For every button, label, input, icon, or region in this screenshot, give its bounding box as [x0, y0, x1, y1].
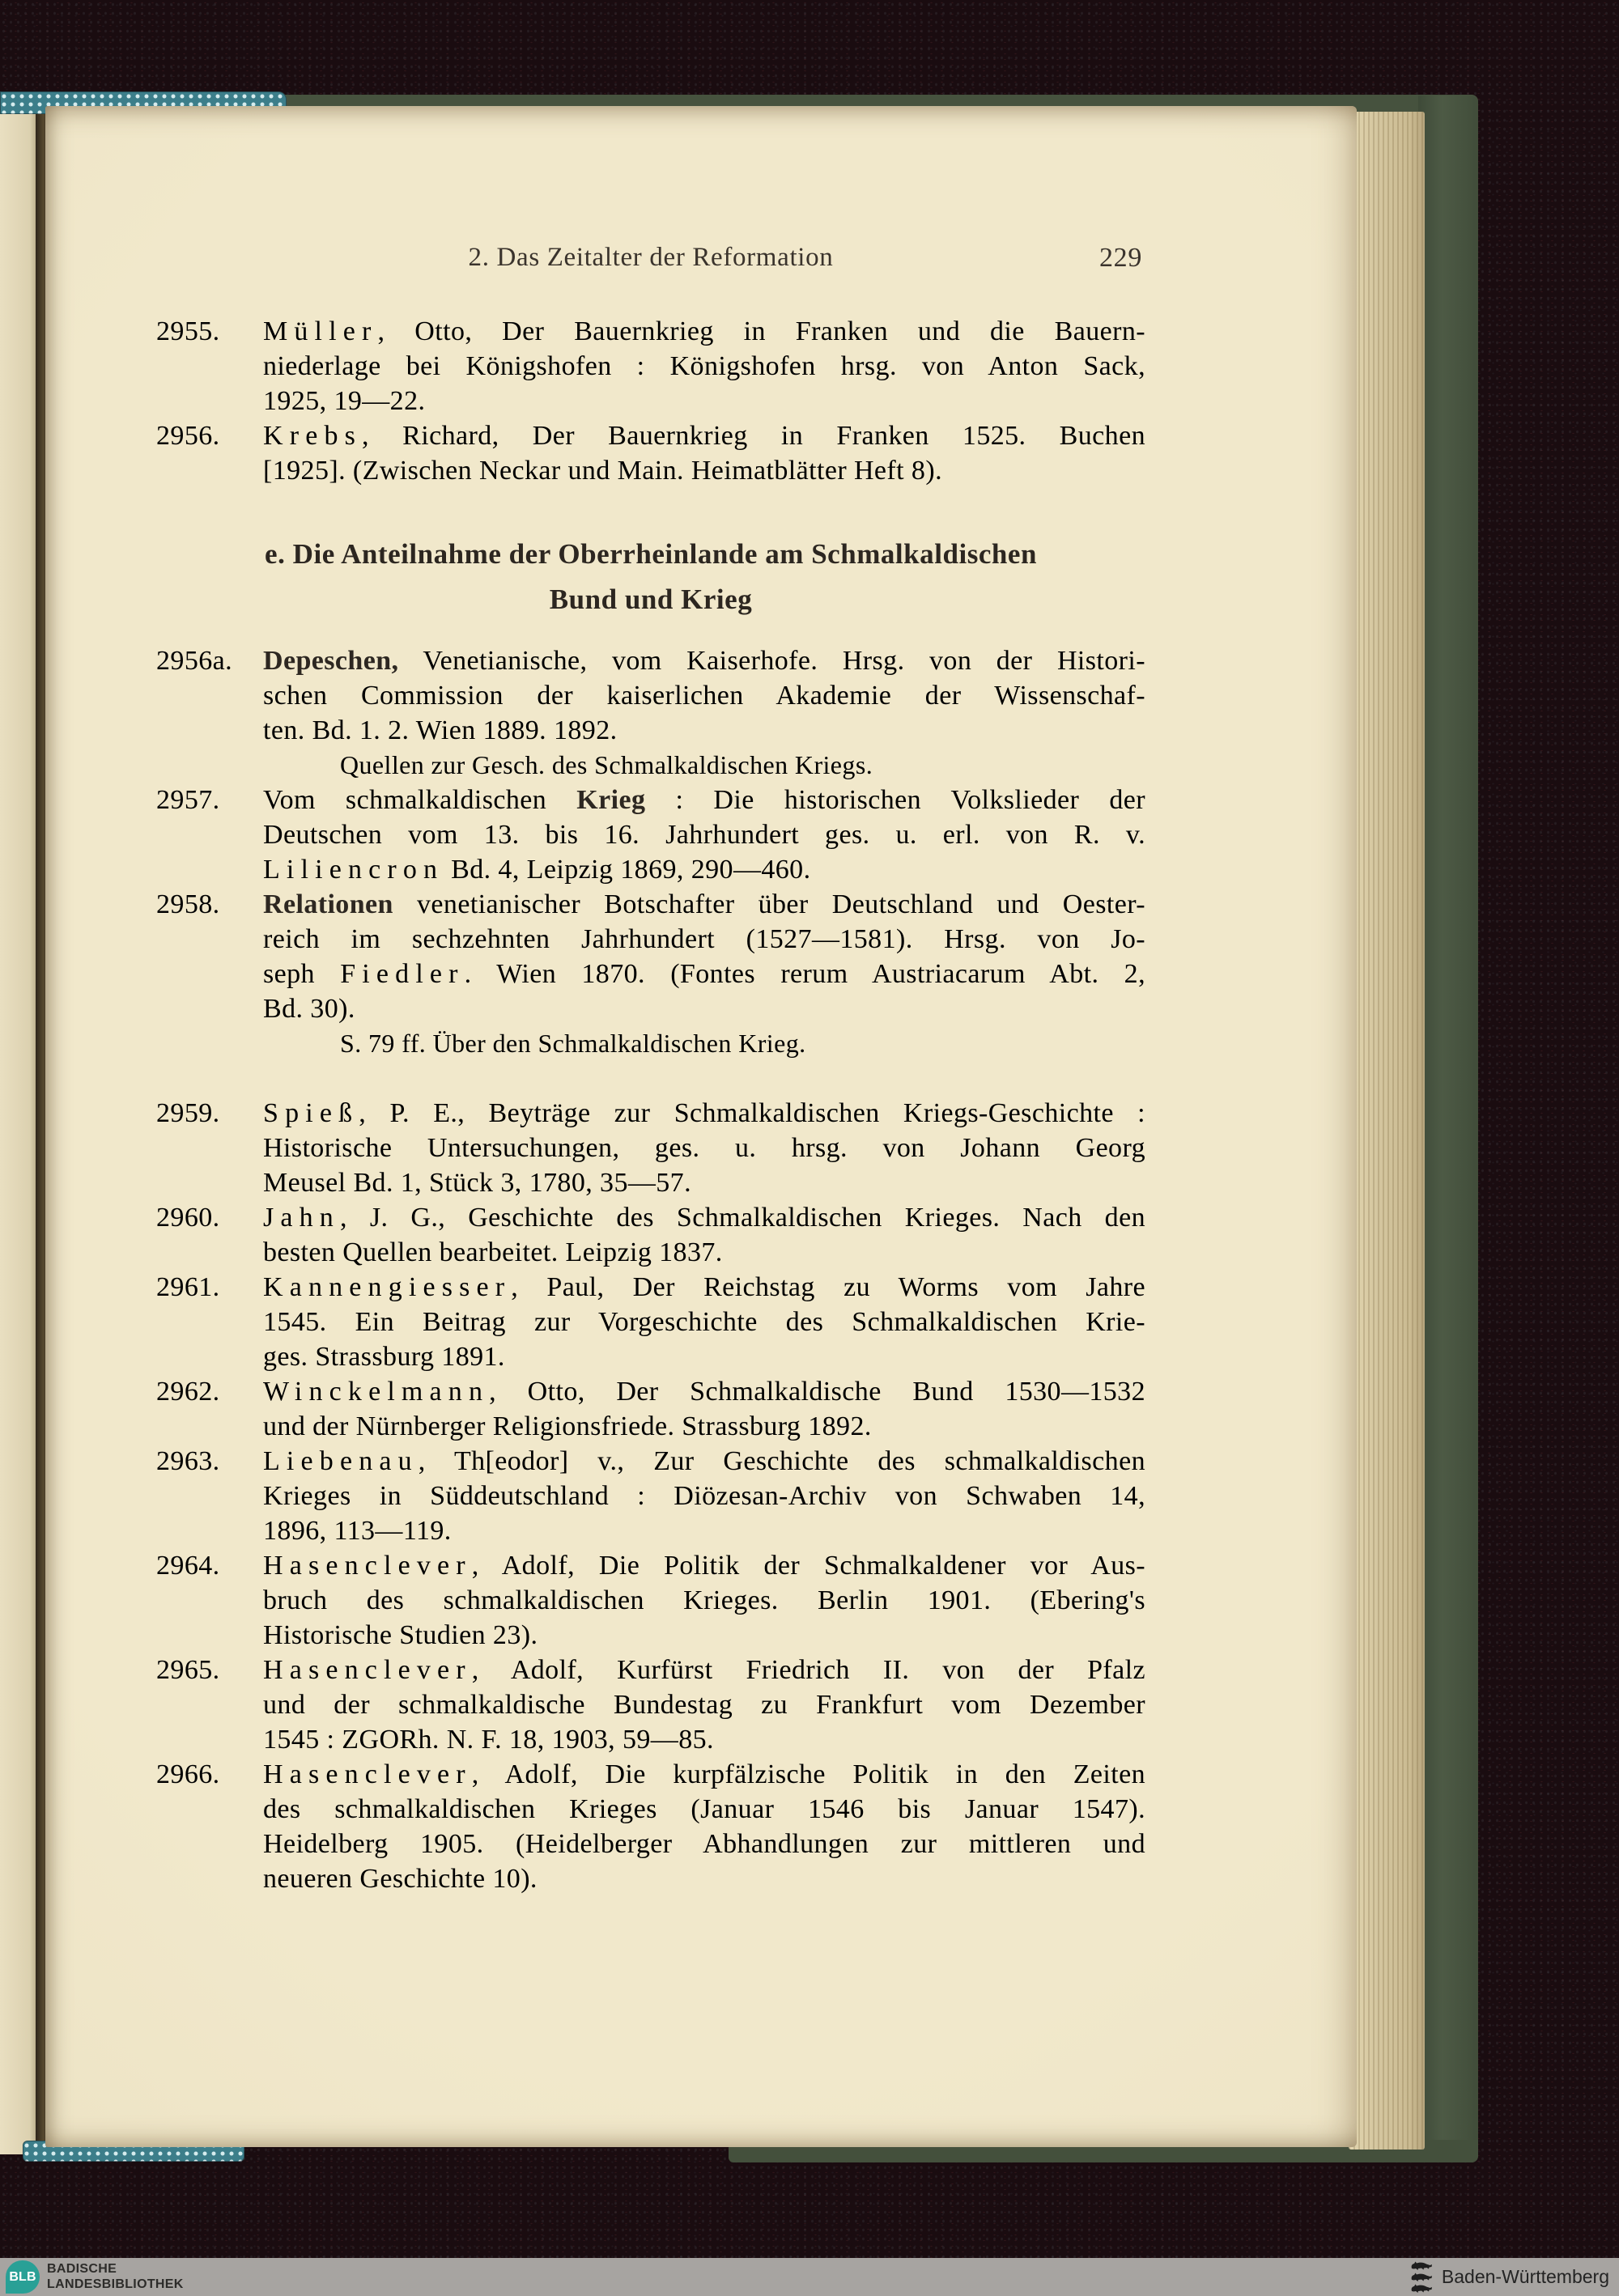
text-segment: Liliencron [263, 855, 444, 885]
text-segment: und der schmalkaldische Bundestag zu Frankfurt vom Dezember [263, 1690, 1145, 1720]
text-segment: Spieß [263, 1098, 359, 1128]
entry-line [263, 922, 1145, 957]
text-segment: Krieges in Süddeutschland : Diözesan-Archiv von Schwaben 14, [263, 1481, 1145, 1511]
footer-bar [0, 2258, 1619, 2296]
entry-number: 2964. [156, 1551, 220, 1581]
bibliography-entries-top [156, 314, 1145, 488]
entry-line [263, 817, 1145, 852]
blb-logo-text: BLB [9, 2269, 36, 2284]
bibliography-entry [156, 1200, 1145, 1270]
text-segment: , J. G., Geschichte des Schmalkaldischen Krieges. Nach den [339, 1203, 1145, 1233]
entry-line [263, 957, 1145, 991]
entry-number: 2962. [156, 1377, 220, 1407]
entry-line [263, 1513, 1145, 1548]
entry-line [263, 349, 1145, 384]
text-segment: Jahn [263, 1203, 340, 1233]
entry-line [263, 1235, 1145, 1270]
entry-number: 2957. [156, 785, 220, 815]
entry-number: 2959. [156, 1098, 220, 1128]
text-segment: und der Nürnberger Religionsfriede. Strassburg 1892. [263, 1411, 872, 1441]
text-segment: Historische Studien 23). [263, 1620, 538, 1650]
bibliography-entry [156, 1270, 1145, 1374]
entry-number: 2965. [156, 1655, 220, 1685]
section-heading-line2: Bund und Krieg [549, 584, 753, 615]
text-segment: , Otto, Der Schmalkaldische Bund 1530—1532 [489, 1377, 1145, 1407]
text-segment: , Adolf, Die kurpfälzische Politik in den Zeiten [471, 1759, 1145, 1789]
text-segment: schen Commission der kaiserlichen Akademie der Wissenschaf- [263, 681, 1145, 711]
entry-line [263, 1827, 1145, 1861]
entry-number: 2961. [156, 1272, 220, 1302]
entry-line [263, 1165, 1145, 1200]
library-name-line2: LANDESBIBLIOTHEK [47, 2277, 184, 2291]
entry-line [263, 1200, 1145, 1235]
text-segment: Kannengiesser [263, 1272, 512, 1302]
entry-line [263, 1618, 1145, 1653]
page-header [156, 243, 1145, 278]
library-name-line1: BADISCHE [47, 2262, 117, 2276]
entry-line [263, 1583, 1145, 1618]
blb-logo [6, 2260, 40, 2294]
page-number: 229 [1099, 243, 1142, 273]
text-segment: Bd. 4, Leipzig 1869, 290—460. [444, 855, 811, 885]
text-segment: Müller [263, 316, 378, 346]
entry-line [263, 643, 1145, 678]
entry-line [263, 418, 1145, 453]
entry-line [263, 1409, 1145, 1444]
bibliography-entry [156, 314, 1145, 418]
bibliography-entry [156, 1444, 1145, 1548]
entry-line [263, 1722, 1145, 1757]
text-segment: Hasenclever [263, 1551, 472, 1581]
entry-line [263, 713, 1145, 748]
entry-line [263, 1792, 1145, 1827]
text-segment: ten. Bd. 1. 2. Wien 1889. 1892. [263, 715, 618, 745]
bibliography-entry [156, 1548, 1145, 1653]
state-name: Baden-Württemberg [1441, 2266, 1609, 2287]
entry-line [263, 1339, 1145, 1374]
entry-line [263, 1548, 1145, 1583]
text-segment: . Wien 1870. (Fontes rerum Austriacarum Abt. 2, [464, 959, 1145, 989]
entry-line [263, 1374, 1145, 1409]
entry-number: 2956. [156, 421, 220, 451]
text-segment: Bd. 30). [263, 994, 355, 1024]
entry-number: 2955. [156, 316, 220, 346]
text-segment: Relationen [263, 889, 393, 919]
entry-line [263, 1479, 1145, 1513]
text-segment: Depeschen, [263, 646, 399, 676]
entry-line [263, 1305, 1145, 1339]
bibliography-entry [156, 1096, 1145, 1200]
entry-note: Quellen zur Gesch. des Schmalkaldischen Kriegs. [340, 750, 873, 779]
text-segment: reich im sechzehnten Jahrhundert (1527—1581). Hrsg. von Jo- [263, 924, 1145, 954]
text-segment: Venetianische, vom Kaiserhofe. Hrsg. von der Histori- [398, 646, 1145, 676]
library-name [47, 2261, 184, 2292]
entry-line [263, 384, 1145, 418]
entry-line [263, 991, 1145, 1026]
baden-wuerttemberg-lions-icon [1409, 2260, 1434, 2294]
entry-line [263, 1444, 1145, 1479]
text-segment: Deutschen vom 13. bis 16. Jahrhundert ges. u. erl. von R. v. [263, 820, 1145, 850]
bibliography-entry [156, 1757, 1145, 1896]
text-segment: Hasenclever [263, 1759, 472, 1789]
text-segment: [1925]. (Zwischen Neckar und Main. Heimatblätter Heft 8). [263, 456, 942, 486]
section-heading [156, 532, 1145, 622]
text-segment: Liebenau [263, 1446, 419, 1476]
text-segment: bruch des schmalkaldischen Krieges. Berlin 1901. (Ebering's [263, 1585, 1145, 1615]
text-segment: Vom schmalkaldischen [263, 785, 577, 815]
text-segment: Winckelmann [263, 1377, 490, 1407]
entry-line [263, 852, 1145, 887]
running-title: 2. Das Zeitalter der Reformation [468, 243, 834, 272]
text-segment: ges. Strassburg 1891. [263, 1342, 505, 1372]
state-branding [1409, 2258, 1609, 2296]
bibliography-entry [156, 418, 1145, 488]
text-segment: Krieg [576, 785, 646, 815]
entry-line [263, 1131, 1145, 1165]
book-cover-right-edge [1418, 95, 1478, 2162]
text-segment: , P. E., Beyträge zur Schmalkaldischen Kriegs-Geschichte : [359, 1098, 1145, 1128]
bibliography [156, 314, 1145, 1896]
text-segment: , Adolf, Kurfürst Friedrich II. von der Pfalz [471, 1655, 1145, 1685]
entry-line [263, 453, 1145, 488]
entry-note: S. 79 ff. Über den Schmalkaldischen Krieg. [340, 1029, 806, 1058]
text-segment: des schmalkaldischen Krieges (Januar 1546 bis Januar 1547). [263, 1794, 1145, 1824]
entry-number: 2958. [156, 889, 220, 919]
entry-line [263, 1861, 1145, 1896]
text-segment: Krebs [263, 421, 362, 451]
page-stack-fore-edge [1349, 112, 1425, 2150]
text-segment: , Richard, Der Bauernkrieg in Franken 1525. Buchen [362, 421, 1145, 451]
text-segment: venetianischer Botschafter über Deutschland und Oester- [393, 889, 1145, 919]
text-segment: : Die historischen Volkslieder der [645, 785, 1145, 815]
text-segment: 1545. Ein Beitrag zur Vorgeschichte des Schmalkaldischen Krie- [263, 1307, 1145, 1337]
text-segment: Historische Untersuchungen, ges. u. hrsg. von Johann Georg [263, 1133, 1145, 1163]
entry-line [263, 1653, 1145, 1687]
text-segment: niederlage bei Königshofen : Königshofen hrsg. von Anton Sack, [263, 351, 1145, 381]
bibliography-entries-main [156, 643, 1145, 1896]
entry-line [263, 887, 1145, 922]
entry-line [263, 1270, 1145, 1305]
entry-line [263, 783, 1145, 817]
text-segment: , Otto, Der Bauernkrieg in Franken und die Bauern- [377, 316, 1145, 346]
entry-line [263, 1687, 1145, 1722]
entry-number: 2966. [156, 1759, 220, 1789]
text-segment: seph [263, 959, 341, 989]
entry-line [263, 1096, 1145, 1131]
text-segment: 1545 : ZGORh. N. F. 18, 1903, 59—85. [263, 1725, 714, 1755]
bibliography-entry [156, 1653, 1145, 1757]
text-segment: Hasenclever [263, 1655, 472, 1685]
entry-number: 2963. [156, 1446, 220, 1476]
entry-number: 2960. [156, 1203, 220, 1233]
text-segment: Fiedler [340, 959, 465, 989]
text-segment: besten Quellen bearbeitet. Leipzig 1837. [263, 1237, 723, 1267]
text-segment: Meusel Bd. 1, Stück 3, 1780, 35—57. [263, 1168, 691, 1198]
underlying-page-strip [0, 113, 37, 2154]
entry-line [263, 1757, 1145, 1792]
entry-number: 2956a. [156, 646, 233, 676]
text-segment: 1925, 19—22. [263, 386, 426, 416]
section-heading-line1: e. Die Anteilnahme der Oberrheinlande am Schmalkaldischen [265, 538, 1037, 570]
entry-line [263, 678, 1145, 713]
bibliography-entry [156, 783, 1145, 887]
text-segment: , Adolf, Die Politik der Schmalkaldener vor Aus- [471, 1551, 1145, 1581]
text-segment: 1896, 113—119. [263, 1516, 452, 1546]
text-segment: Heidelberg 1905. (Heidelberger Abhandlungen zur mittleren und [263, 1829, 1145, 1859]
bibliography-entry [156, 643, 1145, 783]
bibliography-entry [156, 1374, 1145, 1444]
text-segment: neueren Geschichte 10). [263, 1864, 538, 1894]
text-segment: , Th[eodor] v., Zur Geschichte des schmalkaldischen [418, 1446, 1145, 1476]
entry-line [263, 314, 1145, 349]
bibliography-entry [156, 887, 1145, 1061]
text-segment: , Paul, Der Reichstag zu Worms vom Jahre [511, 1272, 1145, 1302]
